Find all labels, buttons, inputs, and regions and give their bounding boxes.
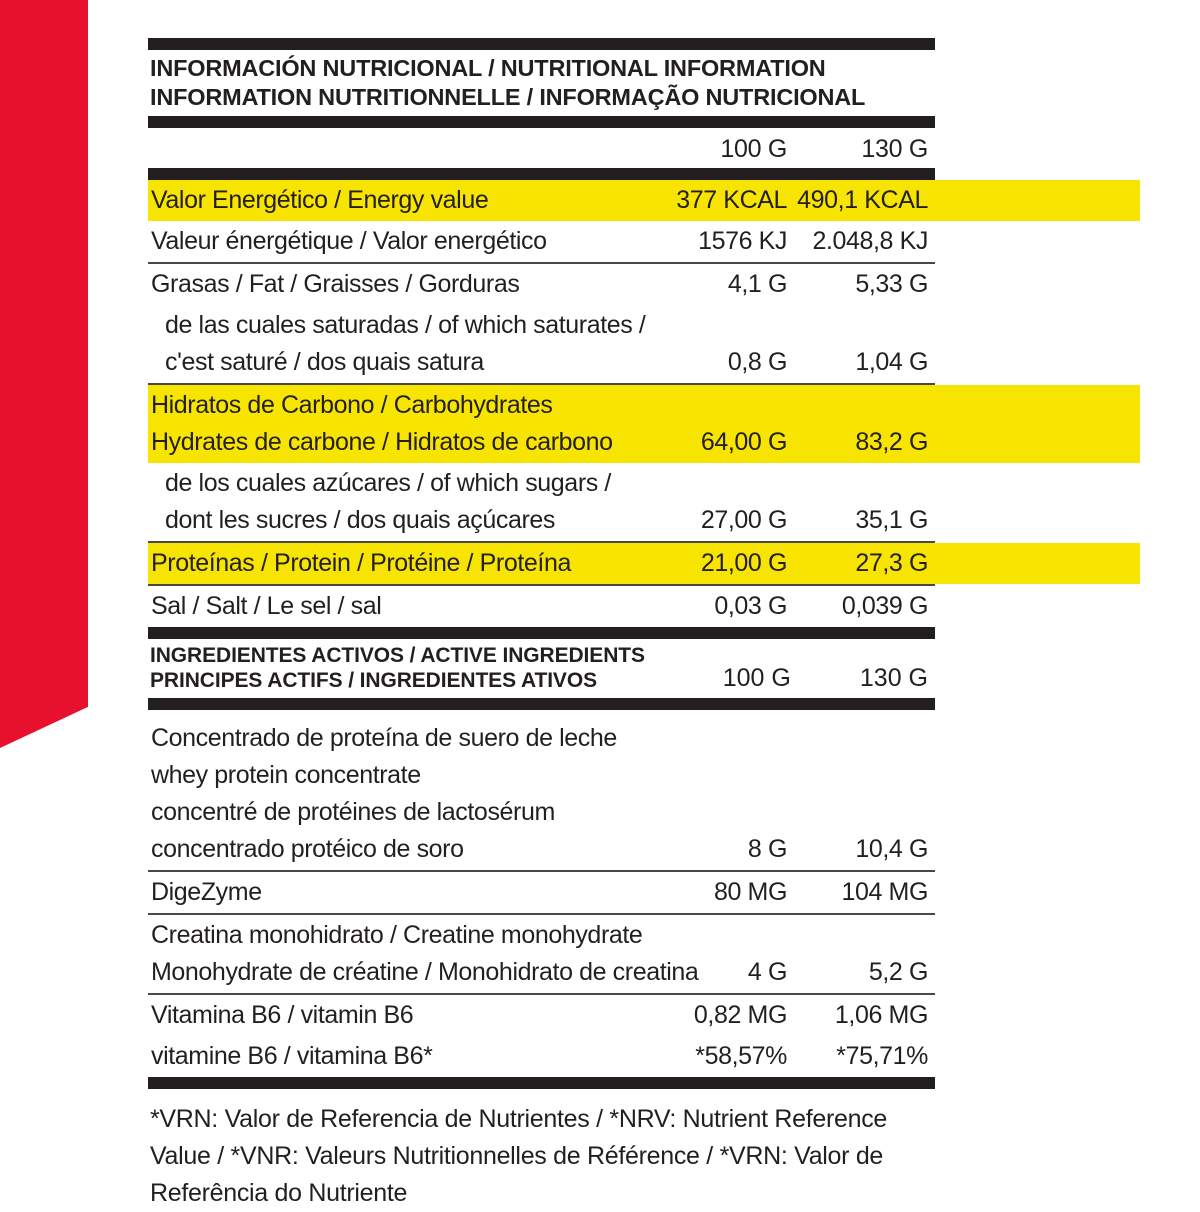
row-value-130g: 27,3 G — [855, 549, 928, 577]
table-row — [148, 586, 935, 627]
table-row — [148, 1036, 935, 1077]
row-value-100g: 8 G — [747, 835, 787, 863]
row-value-100g: 377 KCAL — [676, 186, 787, 214]
table-row — [148, 385, 935, 463]
divider-bar — [148, 698, 935, 710]
row-label: Grasas / Fat / Graisses / Gorduras — [151, 270, 520, 298]
ingredients-column-header-100g: 100 G — [722, 664, 791, 692]
row-value-130g: 490,1 KCAL — [797, 186, 928, 214]
table-row — [148, 995, 935, 1036]
nutrition-rows — [148, 180, 935, 627]
table-row — [148, 305, 935, 385]
table-row — [148, 180, 935, 221]
table-row — [148, 915, 935, 995]
column-header-130g: 130 G — [861, 135, 928, 163]
table-row — [148, 872, 935, 915]
column-header-100g: 100 G — [720, 135, 787, 163]
divider-bar — [148, 116, 935, 128]
row-label: Sal / Salt / Le sel / sal — [151, 592, 382, 620]
column-header-row — [148, 128, 935, 168]
row-value-130g: 1,04 G — [855, 348, 928, 376]
row-label: de los cuales azúcares / of which sugars / dont les sucres / dos quais açúcares — [165, 469, 611, 534]
divider-bar — [148, 627, 935, 639]
nrv-footnote: *VRN: Valor de Referencia de Nutrientes / *NRV: Nutrient Reference Value / *VNR: Valeurs Nutritionnelles de Référence / *VRN: Valor de Referência do Nutriente — [150, 1105, 888, 1207]
row-value-100g: 4 G — [747, 958, 787, 986]
row-value-100g: 27,00 G — [700, 506, 787, 534]
row-label: de las cuales saturadas / of which saturates / c'est saturé / dos quais satura — [165, 311, 646, 376]
divider-bar-top — [148, 38, 935, 50]
row-value-130g: 10,4 G — [855, 835, 928, 863]
row-value-130g: 1,06 MG — [834, 1001, 928, 1029]
row-label: Proteínas / Protein / Protéine / Proteína — [151, 549, 571, 577]
table-row — [148, 264, 935, 305]
ingredient-rows — [148, 718, 935, 1077]
row-value-130g: 35,1 G — [855, 506, 928, 534]
row-value-100g: 0,8 G — [727, 348, 787, 376]
active-ingredients-title-line2: PRINCIPES ACTIFS / INGREDIENTES ATIVOS — [150, 669, 597, 692]
row-label: Vitamina B6 / vitamin B6 — [151, 1001, 414, 1029]
row-value-100g: 64,00 G — [700, 428, 787, 456]
row-label: vitamine B6 / vitamina B6* — [151, 1042, 433, 1070]
table-row — [148, 718, 935, 872]
row-label: Valor Energético / Energy value — [151, 186, 489, 214]
nutrition-title — [148, 50, 935, 116]
divider-bar — [148, 168, 935, 180]
row-label: Concentrado de proteína de suero de leche whey protein concentrate concentré de protéines de lactosérum concentrado protéico de soro — [151, 724, 617, 863]
row-value-130g: 5,33 G — [855, 270, 928, 298]
row-value-100g: 0,82 MG — [693, 1001, 787, 1029]
row-value-130g: 2.048,8 KJ — [812, 227, 928, 255]
row-value-100g: 21,00 G — [700, 549, 787, 577]
row-value-100g: 4,1 G — [727, 270, 787, 298]
row-value-100g: *58,57% — [695, 1042, 787, 1070]
active-ingredients-header — [148, 639, 935, 698]
ingredients-column-header-130g: 130 G — [859, 664, 928, 692]
row-value-100g: 1576 KJ — [698, 227, 787, 255]
active-ingredients-title — [148, 643, 645, 693]
row-label: Valeur énergétique / Valor energético — [151, 227, 547, 255]
row-value-130g: 104 MG — [841, 878, 928, 906]
table-row — [148, 221, 935, 264]
row-value-130g: 5,2 G — [868, 958, 928, 986]
table-row — [148, 463, 935, 543]
row-label: Creatina monohidrato / Creatine monohydrate Monohydrate de créatine / Monohidrato de creatina — [151, 921, 699, 986]
active-ingredients-title-line1: INGREDIENTES ACTIVOS / ACTIVE INGREDIENTS — [150, 644, 645, 667]
row-value-130g: 83,2 G — [855, 428, 928, 456]
row-value-130g: 0,039 G — [841, 592, 928, 620]
row-value-100g: 0,03 G — [714, 592, 787, 620]
row-label: Hidratos de Carbono / Carbohydrates Hydrates de carbone / Hidratos de carbono — [151, 391, 613, 456]
row-value-100g: 80 MG — [713, 878, 787, 906]
table-row — [148, 543, 935, 586]
row-value-130g: *75,71% — [836, 1042, 928, 1070]
nutrition-title-line2: INFORMATION NUTRITIONNELLE / INFORMAÇÃO NUTRICIONAL — [150, 83, 866, 110]
nutrition-label — [148, 38, 935, 1212]
divider-bar-bottom — [148, 1077, 935, 1089]
nutrition-title-line1: INFORMACIÓN NUTRICIONAL / NUTRITIONAL INFORMATION — [150, 55, 826, 81]
red-ribbon-shape — [0, 0, 88, 748]
row-label: DigeZyme — [151, 878, 262, 906]
